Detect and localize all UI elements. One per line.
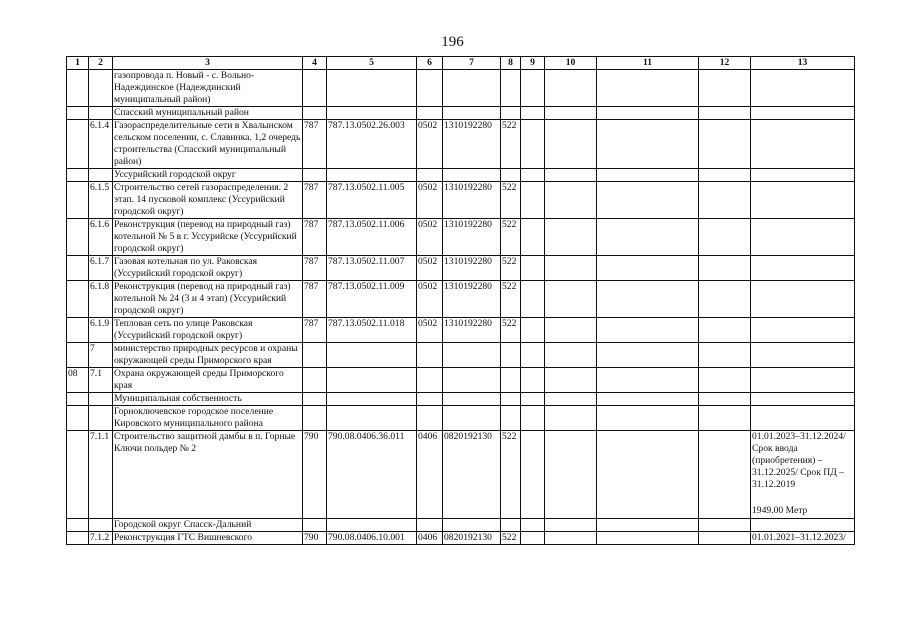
cell-type: 522 xyxy=(501,120,521,169)
cell-type: 522 xyxy=(501,182,521,219)
cell-col1 xyxy=(67,532,89,545)
cell-col12 xyxy=(699,368,751,393)
cell-col11 xyxy=(597,107,699,120)
cell-col10 xyxy=(545,393,597,406)
cell-col12 xyxy=(699,169,751,182)
cell-col1 xyxy=(67,219,89,256)
cell-type: 522 xyxy=(501,219,521,256)
table-row xyxy=(67,343,855,368)
cell-col2 xyxy=(89,393,113,406)
cell-section: 0502 xyxy=(417,281,443,318)
cell-col1 xyxy=(67,169,89,182)
cell-type xyxy=(501,70,521,107)
cell-name: Охрана окружающей среды Приморского края xyxy=(113,368,303,393)
cell-col4 xyxy=(303,519,327,532)
cell-code xyxy=(327,169,417,182)
table-row xyxy=(67,406,855,431)
cell-col1 xyxy=(67,107,89,120)
cell-section xyxy=(417,107,443,120)
cell-col10 xyxy=(545,107,597,120)
cell-type xyxy=(501,368,521,393)
cell-col11 xyxy=(597,169,699,182)
col-header: 1 xyxy=(67,57,89,70)
cell-type xyxy=(501,519,521,532)
cell-code: 787.13.0502.11.009 xyxy=(327,281,417,318)
cell-col2: 7.1.1 xyxy=(89,431,113,519)
page-number: 196 xyxy=(441,34,464,50)
cell-col10 xyxy=(545,182,597,219)
cell-col2: 6.1.7 xyxy=(89,256,113,281)
col-header: 13 xyxy=(751,57,855,70)
cell-section: 0502 xyxy=(417,219,443,256)
cell-col13 xyxy=(751,431,855,519)
cell-target: 1310192280 xyxy=(443,318,501,343)
cell-code: 790.08.0406.10.001 xyxy=(327,532,417,545)
cell-col2: 7 xyxy=(89,343,113,368)
col-header: 12 xyxy=(699,57,751,70)
cell-col13 xyxy=(751,343,855,368)
cell-col4: 787 xyxy=(303,318,327,343)
cell-col2: 7.1 xyxy=(89,368,113,393)
cell-col2: 6.1.6 xyxy=(89,219,113,256)
col-header: 6 xyxy=(417,57,443,70)
cell-col1 xyxy=(67,281,89,318)
cell-col4: 787 xyxy=(303,182,327,219)
cell-col13 xyxy=(751,368,855,393)
cell-name: Строительство сетей газораспределения. 2 этап. 14 пусковой комплекс (Уссурийский городской округ) xyxy=(113,182,303,219)
table-row xyxy=(67,281,855,318)
cell-col2: 6.1.9 xyxy=(89,318,113,343)
cell-col4: 790 xyxy=(303,532,327,545)
table-row xyxy=(67,107,855,120)
cell-section xyxy=(417,519,443,532)
cell-col9 xyxy=(521,393,545,406)
cell-code xyxy=(327,393,417,406)
cell-target xyxy=(443,107,501,120)
budget-table xyxy=(66,56,855,545)
header-row xyxy=(67,57,855,70)
cell-col4 xyxy=(303,107,327,120)
cell-type xyxy=(501,169,521,182)
cell-col13: 01.01.2021–31.12.2023/ xyxy=(751,532,855,545)
cell-type xyxy=(501,406,521,431)
cell-col9 xyxy=(521,519,545,532)
cell-type: 522 xyxy=(501,256,521,281)
col-header: 5 xyxy=(327,57,417,70)
table-row xyxy=(67,169,855,182)
cell-name: министерство природных ресурсов и охраны окружающей среды Приморского края xyxy=(113,343,303,368)
cell-section: 0406 xyxy=(417,431,443,519)
cell-col11 xyxy=(597,281,699,318)
cell-col11 xyxy=(597,318,699,343)
cell-name: Реконструкция (перевод на природный газ) котельной № 24 (3 и 4 этап) (Уссурийский городской округ) xyxy=(113,281,303,318)
cell-code: 787.13.0502.26.003 xyxy=(327,120,417,169)
cell-col1 xyxy=(67,318,89,343)
cell-col2 xyxy=(89,519,113,532)
cell-type: 522 xyxy=(501,281,521,318)
cell-col9 xyxy=(521,219,545,256)
capacity-text: 1949.00 Метр xyxy=(752,505,808,516)
table-row xyxy=(67,519,855,532)
cell-section: 0502 xyxy=(417,318,443,343)
cell-name: Горноключевское городское поселение Кировского муниципального района xyxy=(113,406,303,431)
cell-target xyxy=(443,393,501,406)
cell-target xyxy=(443,343,501,368)
cell-col13 xyxy=(751,519,855,532)
col-header: 7 xyxy=(443,57,501,70)
cell-col13 xyxy=(751,406,855,431)
cell-col4 xyxy=(303,70,327,107)
cell-col2 xyxy=(89,70,113,107)
cell-col4 xyxy=(303,343,327,368)
cell-name: Тепловая сеть по улице Раковская (Уссурийский городской округ) xyxy=(113,318,303,343)
cell-target xyxy=(443,406,501,431)
cell-type xyxy=(501,393,521,406)
cell-name: Муниципальная собственность xyxy=(113,393,303,406)
cell-col10 xyxy=(545,169,597,182)
cell-code xyxy=(327,368,417,393)
cell-section: 0502 xyxy=(417,182,443,219)
cell-col9 xyxy=(521,318,545,343)
table-row xyxy=(67,368,855,393)
cell-col13 xyxy=(751,281,855,318)
cell-col4: 787 xyxy=(303,120,327,169)
cell-col4: 790 xyxy=(303,431,327,519)
cell-col11 xyxy=(597,532,699,545)
cell-col11 xyxy=(597,393,699,406)
cell-col9 xyxy=(521,343,545,368)
cell-col11 xyxy=(597,182,699,219)
cell-section: 0406 xyxy=(417,532,443,545)
cell-col11 xyxy=(597,368,699,393)
cell-col4 xyxy=(303,406,327,431)
cell-name: Спасский муниципальный район xyxy=(113,107,303,120)
cell-col1 xyxy=(67,519,89,532)
cell-col2 xyxy=(89,107,113,120)
cell-col1: 08 xyxy=(67,368,89,393)
cell-col13 xyxy=(751,393,855,406)
cell-col4: 787 xyxy=(303,281,327,318)
col-header: 2 xyxy=(89,57,113,70)
table-row xyxy=(67,70,855,107)
cell-col12 xyxy=(699,318,751,343)
cell-target: 1310192280 xyxy=(443,182,501,219)
cell-section xyxy=(417,368,443,393)
cell-col11 xyxy=(597,70,699,107)
cell-col4: 787 xyxy=(303,219,327,256)
cell-col10 xyxy=(545,70,597,107)
cell-target: 1310192280 xyxy=(443,120,501,169)
table-row xyxy=(67,431,855,519)
cell-col13 xyxy=(751,70,855,107)
cell-col9 xyxy=(521,256,545,281)
cell-col10 xyxy=(545,120,597,169)
cell-col10 xyxy=(545,368,597,393)
cell-col10 xyxy=(545,532,597,545)
col-header: 10 xyxy=(545,57,597,70)
cell-col13 xyxy=(751,256,855,281)
cell-code xyxy=(327,70,417,107)
col-header: 9 xyxy=(521,57,545,70)
cell-col2: 6.1.8 xyxy=(89,281,113,318)
cell-section xyxy=(417,343,443,368)
period-text: 01.01.2023–31.12.2024/ Срок ввода (приобретения) – 31.12.2025/ Срок ПД – 31.12.2019 xyxy=(752,431,846,490)
cell-col10 xyxy=(545,219,597,256)
cell-col1 xyxy=(67,431,89,519)
cell-col9 xyxy=(521,169,545,182)
cell-code xyxy=(327,406,417,431)
cell-target xyxy=(443,368,501,393)
cell-col1 xyxy=(67,70,89,107)
cell-col10 xyxy=(545,256,597,281)
cell-col13 xyxy=(751,219,855,256)
cell-col2 xyxy=(89,169,113,182)
col-header: 8 xyxy=(501,57,521,70)
cell-code: 787.13.0502.11.005 xyxy=(327,182,417,219)
cell-name: Реконструкция (перевод на природный газ) котельной № 5 в г. Уссурийске (Уссурийский городской округ) xyxy=(113,219,303,256)
cell-target: 1310192280 xyxy=(443,281,501,318)
cell-col9 xyxy=(521,107,545,120)
cell-code: 790.08.0406.36.011 xyxy=(327,431,417,519)
cell-col12 xyxy=(699,431,751,519)
cell-col2: 6.1.5 xyxy=(89,182,113,219)
cell-target: 0820192130 xyxy=(443,431,501,519)
cell-col12 xyxy=(699,532,751,545)
cell-col12 xyxy=(699,519,751,532)
cell-target: 0820192130 xyxy=(443,532,501,545)
cell-col12 xyxy=(699,256,751,281)
cell-col13 xyxy=(751,318,855,343)
table-row xyxy=(67,182,855,219)
cell-section: 0502 xyxy=(417,120,443,169)
table-row xyxy=(67,393,855,406)
cell-col4: 787 xyxy=(303,256,327,281)
cell-col11 xyxy=(597,519,699,532)
cell-type xyxy=(501,343,521,368)
cell-col11 xyxy=(597,406,699,431)
cell-col12 xyxy=(699,281,751,318)
table-row xyxy=(67,256,855,281)
table-row xyxy=(67,532,855,545)
cell-name: Уссурийский городской округ xyxy=(113,169,303,182)
cell-code xyxy=(327,107,417,120)
cell-col1 xyxy=(67,343,89,368)
cell-col12 xyxy=(699,406,751,431)
cell-col12 xyxy=(699,70,751,107)
col-header: 4 xyxy=(303,57,327,70)
cell-type: 522 xyxy=(501,318,521,343)
cell-target xyxy=(443,169,501,182)
cell-col4 xyxy=(303,368,327,393)
cell-col10 xyxy=(545,281,597,318)
cell-col13 xyxy=(751,182,855,219)
cell-col9 xyxy=(521,368,545,393)
cell-code xyxy=(327,519,417,532)
table-row xyxy=(67,318,855,343)
cell-name: Газовая котельная по ул. Раковская (Уссурийский городской округ) xyxy=(113,256,303,281)
cell-col11 xyxy=(597,219,699,256)
col-header: 11 xyxy=(597,57,699,70)
cell-type: 522 xyxy=(501,532,521,545)
cell-col13 xyxy=(751,120,855,169)
cell-col2: 6.1.4 xyxy=(89,120,113,169)
cell-target xyxy=(443,70,501,107)
cell-col9 xyxy=(521,532,545,545)
cell-col11 xyxy=(597,256,699,281)
cell-col11 xyxy=(597,120,699,169)
cell-col12 xyxy=(699,107,751,120)
cell-section xyxy=(417,393,443,406)
cell-code: 787.13.0502.11.006 xyxy=(327,219,417,256)
cell-target: 1310192280 xyxy=(443,256,501,281)
cell-name: Газораспределительные сети в Хвалынском сельском поселении, с. Славинка. 1,2 очередь строительства (Спасский муниципальный район) xyxy=(113,120,303,169)
cell-code: 787.13.0502.11.007 xyxy=(327,256,417,281)
cell-code: 787.13.0502.11.018 xyxy=(327,318,417,343)
cell-col1 xyxy=(67,393,89,406)
cell-col11 xyxy=(597,431,699,519)
cell-code xyxy=(327,343,417,368)
cell-section xyxy=(417,169,443,182)
cell-col4 xyxy=(303,169,327,182)
cell-col12 xyxy=(699,219,751,256)
cell-col9 xyxy=(521,120,545,169)
cell-col12 xyxy=(699,393,751,406)
cell-name: Реконструкция ГТС Вишневского xyxy=(113,532,303,545)
cell-section: 0502 xyxy=(417,256,443,281)
cell-section xyxy=(417,70,443,107)
col-header: 3 xyxy=(113,57,303,70)
cell-col1 xyxy=(67,120,89,169)
cell-target: 1310192280 xyxy=(443,219,501,256)
cell-col9 xyxy=(521,406,545,431)
cell-col9 xyxy=(521,431,545,519)
cell-col10 xyxy=(545,431,597,519)
table-row xyxy=(67,219,855,256)
cell-col12 xyxy=(699,182,751,219)
cell-name: Строительство защитной дамбы в п. Горные Ключи польдер № 2 xyxy=(113,431,303,519)
cell-col10 xyxy=(545,343,597,368)
cell-col13 xyxy=(751,169,855,182)
cell-col2: 7.1.2 xyxy=(89,532,113,545)
cell-col9 xyxy=(521,70,545,107)
cell-col9 xyxy=(521,182,545,219)
cell-target xyxy=(443,519,501,532)
cell-col12 xyxy=(699,120,751,169)
cell-col1 xyxy=(67,406,89,431)
cell-col12 xyxy=(699,343,751,368)
cell-col1 xyxy=(67,182,89,219)
cell-name: газопровода п. Новый - с. Вольно-Надеждинское (Надеждинский муниципальный район) xyxy=(113,70,303,107)
cell-col9 xyxy=(521,281,545,318)
table-row xyxy=(67,120,855,169)
cell-type: 522 xyxy=(501,431,521,519)
cell-section xyxy=(417,406,443,431)
cell-col10 xyxy=(545,318,597,343)
cell-col1 xyxy=(67,256,89,281)
cell-type xyxy=(501,107,521,120)
cell-col4 xyxy=(303,393,327,406)
cell-name: Городской округ Спасск-Дальний xyxy=(113,519,303,532)
cell-col10 xyxy=(545,406,597,431)
cell-col13 xyxy=(751,107,855,120)
cell-col10 xyxy=(545,519,597,532)
cell-col11 xyxy=(597,343,699,368)
cell-col2 xyxy=(89,406,113,431)
